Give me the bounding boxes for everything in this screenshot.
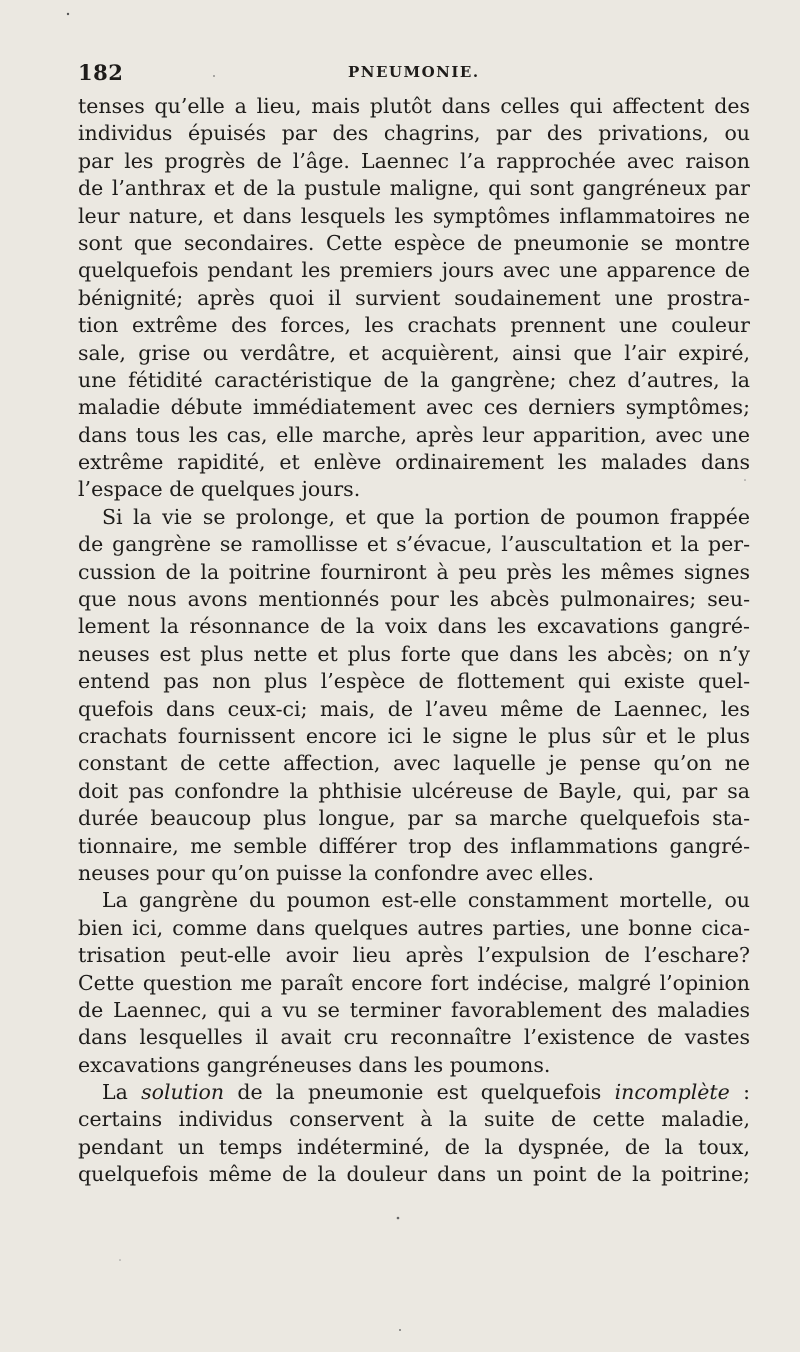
text-line: l’espace de quelques jours. xyxy=(78,477,361,502)
text-line: quefois dans ceux-ci; mais, de l’aveu même de Laennec, les xyxy=(78,696,750,721)
text-line: doit pas confondre la phthisie ulcéreuse de Bayle, qui, par sa xyxy=(78,778,750,803)
text-line: neuses est plus nette et plus forte que dans les abcès; on n’y xyxy=(78,641,750,666)
text-line: maladie débute immédiatement avec ces derniers symptômes; xyxy=(78,395,750,420)
text-fragment: de la pneumonie est quelquefois xyxy=(224,1080,615,1105)
text-line: certains individus conservent à la suite de cette maladie, xyxy=(78,1107,750,1132)
text-fragment: La xyxy=(102,1080,142,1105)
text-line-with-italics xyxy=(78,1079,750,1106)
text-line: neuses pour qu’on puisse la confondre avec elles. xyxy=(78,860,595,885)
text-line: entend pas non plus l’espèce de flottement qui existe quel- xyxy=(78,669,750,694)
text-line: que nous avons mentionnés pour les abcès pulmonaires; seu- xyxy=(78,587,750,612)
text-line: dans tous les cas, elle marche, après leur apparition, avec une xyxy=(78,422,750,447)
text-line: leur nature, et dans lesquels les symptômes inflammatoires ne xyxy=(78,203,750,228)
text-line: Si la vie se prolonge, et que la portion de poumon frappée xyxy=(102,504,750,529)
text-line: par les progrès de l’âge. Laennec l’a rapprochée avec raison xyxy=(78,148,750,173)
text-line: de Laennec, qui a vu se terminer favorablement des maladies xyxy=(78,997,750,1022)
text-line: trisation peut-elle avoir lieu après l’expulsion de l’eschare? xyxy=(78,943,750,968)
text-line: cussion de la poitrine fourniront à peu près les mêmes signes xyxy=(78,559,750,584)
text-line: Cette question me paraît encore fort indécise, malgré l’opinion xyxy=(78,970,750,995)
page-number: 182 xyxy=(78,60,124,85)
body-text xyxy=(78,93,750,1189)
text-line: quelquefois pendant les premiers jours avec une apparence de xyxy=(78,258,750,283)
italic-term-incomplete: incomplète xyxy=(614,1080,730,1105)
text-line: quelquefois même de la douleur dans un point de la poitrine; xyxy=(78,1162,750,1187)
text-line: tion extrême des forces, les crachats prennent une couleur xyxy=(78,313,750,338)
page-header xyxy=(78,60,750,88)
text-line: de gangrène se ramollisse et s’évacue, l’auscultation et la per- xyxy=(78,532,750,557)
text-line: individus épuisés par des chagrins, par des privations, ou xyxy=(78,121,750,146)
text-line: de l’anthrax et de la pustule maligne, qui sont gangréneux par xyxy=(78,176,750,201)
text-line: une fétidité caractéristique de la gangrène; chez d’autres, la xyxy=(78,367,750,392)
text-line: pendant un temps indéterminé, de la dyspnée, de la toux, xyxy=(78,1134,750,1159)
text-line: tenses qu’elle a lieu, mais plutôt dans celles qui affectent des xyxy=(78,94,750,118)
italic-term-solution: solution xyxy=(141,1080,225,1105)
text-line: excavations gangréneuses dans les poumons. xyxy=(78,1052,551,1077)
text-line: bien ici, comme dans quelques autres parties, une bonne cica- xyxy=(78,915,750,940)
text-line: constant de cette affection, avec laquelle je pense qu’on ne xyxy=(78,751,750,776)
text-line: tionnaire, me semble différer trop des inflammations gangré- xyxy=(78,833,750,858)
text-line: crachats fournissent encore ici le signe le plus sûr et le plus xyxy=(78,723,750,748)
running-head: PNEUMONIE. xyxy=(348,63,480,81)
text-line: La gangrène du poumon est-elle constamment mortelle, ou xyxy=(102,888,750,913)
text-line: durée beaucoup plus longue, par sa marche quelquefois sta- xyxy=(78,806,750,831)
text-line: bénignité; après quoi il survient soudainement une prostra- xyxy=(78,285,750,310)
text-line: lement la résonnance de la voix dans les excavations gangré- xyxy=(78,614,750,639)
text-line: sont que secondaires. Cette espèce de pneumonie se montre xyxy=(78,230,750,255)
text-line: sale, grise ou verdâtre, et acquièrent, ainsi que l’air expiré, xyxy=(78,340,750,365)
text-fragment: : xyxy=(729,1080,750,1105)
text-line: extrême rapidité, et enlève ordinairement les malades dans xyxy=(78,450,750,475)
text-line: dans lesquelles il avait cru reconnaître l’existence de vastes xyxy=(78,1025,750,1050)
